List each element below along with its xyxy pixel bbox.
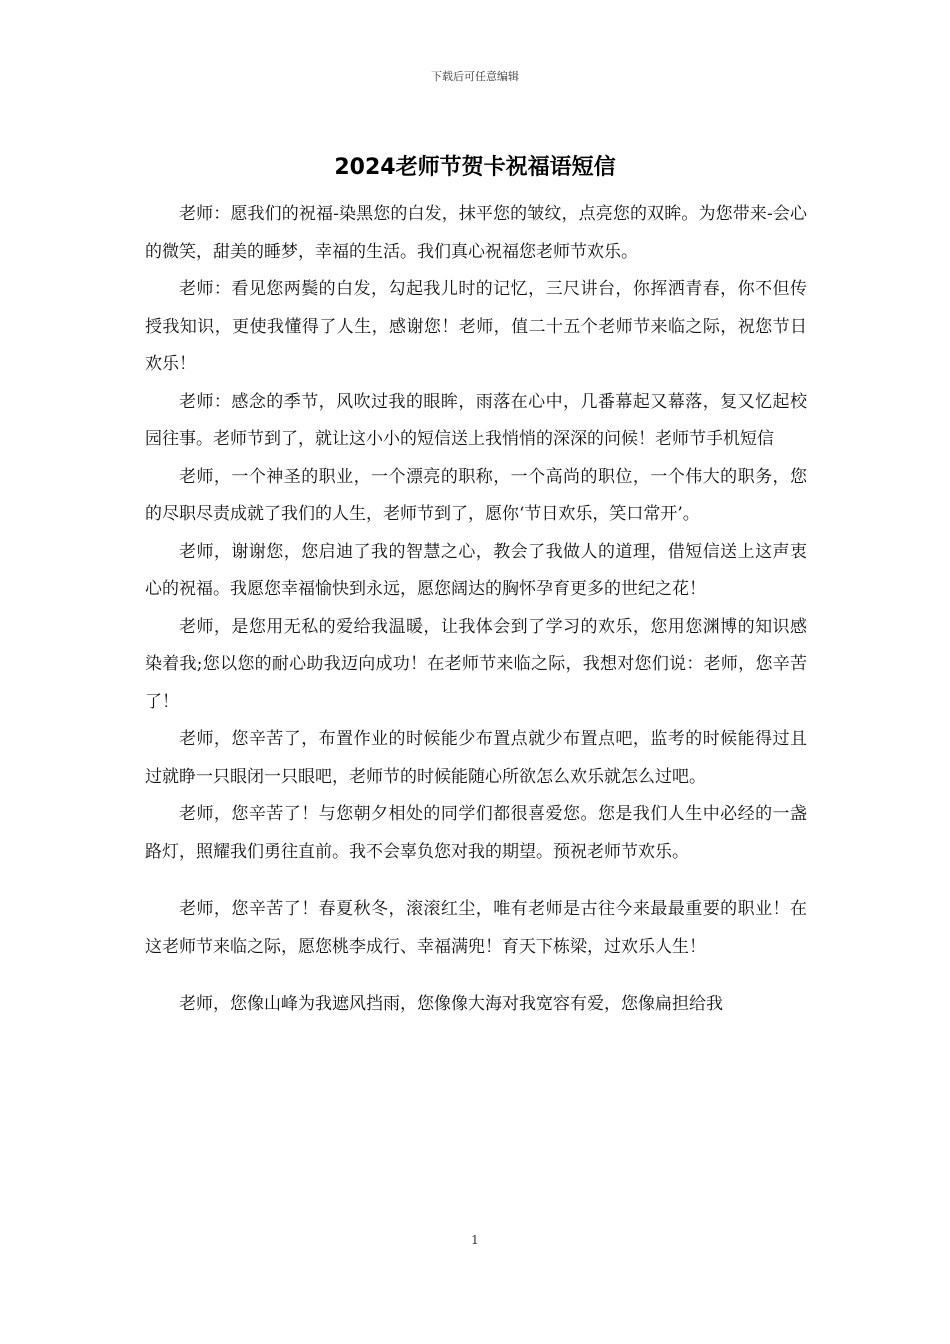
paragraph-3: 老师：感念的季节，风吹过我的眼眸，雨落在心中，几番幕起又幕落，复又忆起校园往事。老师节到了，就让这小小的短信送上我悄悄的深深的问候！老师节手机短信 — [145, 391, 807, 449]
paragraph-10: 老师，您像山峰为我遮风挡雨，您像像大海对我宽容有爱，您像扁担给我 — [179, 994, 723, 1014]
paragraph-5: 老师，谢谢您，您启迪了我的智慧之心，教会了我做人的道理，借短信送上这声衷心的祝福。我愿您幸福愉快到永远，愿您阔达的胸怀孕育更多的世纪之花！ — [145, 541, 807, 599]
paragraph-6: 老师，是您用无私的爱给我温暖，让我体会到了学习的欢乐，您用您渊博的知识感染着我;您以您的耐心助我迈向成功！在老师节来临之际，我想对您们说：老师，您辛苦了！ — [145, 616, 807, 712]
paragraph-8: 老师，您辛苦了！与您朝夕相处的同学们都很喜爱您。您是我们人生中必经的一盏路灯，照耀我们勇往直前。我不会辜负您对我的期望。预祝老师节欢乐。 — [145, 804, 807, 862]
paragraph-4: 老师，一个神圣的职业，一个漂亮的职称，一个高尚的职位，一个伟大的职务，您的尽职尽责成就了我们的人生，老师节到了，愿你‘节日欢乐，笑口常开’。 — [145, 466, 807, 524]
document-title: 2024老师节贺卡祝福语短信 — [334, 155, 616, 180]
paragraph-1: 老师：愿我们的祝福-染黑您的白发，抹平您的皱纹，点亮您的双眸。为您带来-会心的微笑，甜美的睡梦，幸福的生活。我们真心祝福您老师节欢乐。 — [145, 204, 807, 262]
document-body — [145, 196, 807, 1024]
page-number: 1 — [471, 1233, 479, 1247]
paragraph-9: 老师，您辛苦了！春夏秋冬，滚滚红尘，唯有老师是古往今来最最重要的职业！在这老师节来临之际，愿您桃李成行、幸福满兜！育天下栋梁，过欢乐人生！ — [145, 899, 807, 957]
paragraph-7: 老师，您辛苦了，布置作业的时候能少布置点就少布置点吧，监考的时候能得过且过就睁一只眼闭一只眼吧，老师节的时候能随心所欲怎么欢乐就怎么过吧。 — [145, 729, 807, 787]
paragraph-2: 老师：看见您两鬓的白发，勾起我儿时的记忆，三尺讲台，你挥洒青春，你不但传授我知识，更使我懂得了人生，感谢您！老师，值二十五个老师节来临之际，祝您节日欢乐！ — [145, 279, 807, 374]
page-header: 下载后可任意编辑 — [431, 70, 519, 83]
